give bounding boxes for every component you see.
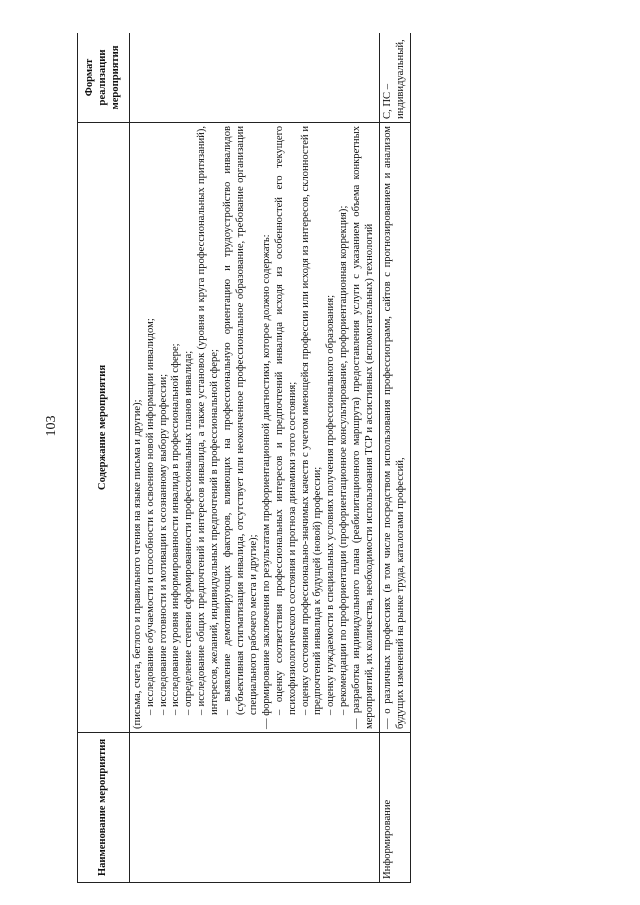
- content-paragraph: – исследование уровня информированности инвалида в профессиональной сфере;: [170, 343, 182, 715]
- content-paragraph: (письма, счета, беглого и правильного чтения на языке письма и другие);: [131, 399, 143, 729]
- content-paragraph: – рекомендации по профориентации (профориентационное консультирование, профориентационная коррекция);: [338, 205, 350, 715]
- header-name: Наименование мероприятия: [78, 733, 130, 883]
- content-paragraph: – оценку состояния профессионально-значимых качеств с учетом имеющейся профессии или исходя из интересов, склонностей и предпочтений инвалида к будущей (новой) профессии;: [299, 126, 324, 715]
- content-paragraph: — о различных профессиях (в том числе посредством использования профессиограмм, сайтов с прогнозированием и анализом будущих изменений на рынке труда, каталогами профессий,: [381, 126, 406, 729]
- page-number: 103: [44, 415, 59, 437]
- table-header-row: [78, 33, 130, 883]
- table-row: [379, 33, 410, 883]
- activities-table: [77, 33, 411, 883]
- content-paragraph: – выявление демотивирующих факторов, влияющих на профессиональную ориентацию и трудоустройство инвалидов (субъективная стигматизация инвалида, отсутствует или неоконченное профессиональное образование, требование организации специального рабочего места и другие);: [222, 126, 259, 715]
- row2-content: [379, 123, 410, 733]
- table-row: [129, 33, 379, 883]
- rotated-content: [77, 33, 597, 883]
- rotated-page: [77, 33, 597, 883]
- row1-format: [129, 33, 379, 123]
- content-paragraph: – исследование готовности и мотивации к осознанному выбору профессии;: [157, 373, 169, 715]
- content-paragraph: – определение степени сформированности профессиональных планов инвалида;: [183, 350, 195, 715]
- content-paragraph: – оценку нуждаемости в специальных условиях получения профессионального образования;: [325, 294, 337, 715]
- content-paragraph: — формирование заключения по результатам профориентационной диагностики, которое должно содержать:: [260, 234, 272, 729]
- row1-content: [129, 123, 379, 733]
- header-content: Содержание мероприятия: [78, 123, 130, 733]
- content-paragraph: – исследование обучаемости и способности к освоению новой информации инвалидом;: [144, 318, 156, 715]
- row2-name: Информирование: [379, 733, 410, 883]
- content-paragraph: – оценку соответствия профессиональных интересов и предпочтений инвалида исходя из особенностей его текущего психофизиологического состояния и прогноза динамики этого состояния;: [273, 126, 298, 715]
- header-format: Формат реализации мероприятия: [78, 33, 130, 123]
- content-paragraph: – исследование общих предпочтений и интересов инвалида, а также установок (уровня и круга профессиональных притязаний), интересов, желаний, индивидуальных предпочтений в профессиональной сфере;: [196, 126, 221, 715]
- row1-name: [129, 733, 379, 883]
- content-paragraph: — разработка индивидуального плана (реабилитационного маршрута) предоставления услуги с указанием объема конкретных мероприятий, их количества, необходимости использования ТСР и ассистивных (вспомогательных) технологий: [351, 126, 376, 729]
- row2-format: С, ПС – индивидуальный,: [379, 33, 410, 123]
